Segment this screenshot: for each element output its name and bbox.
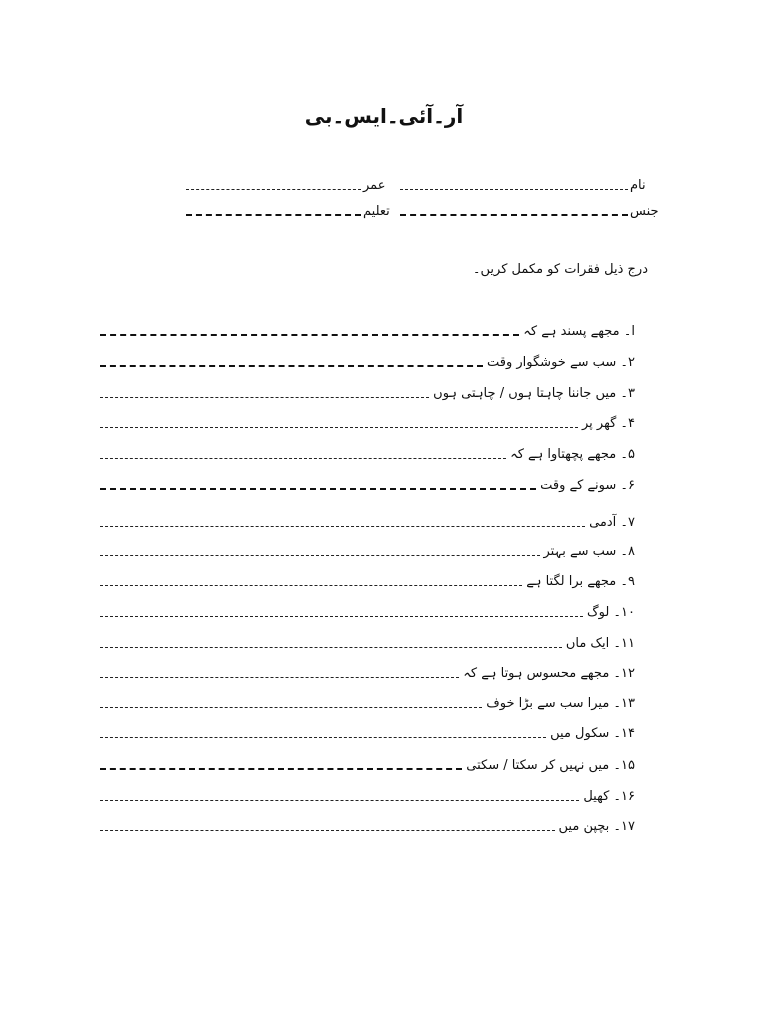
answer-line[interactable] bbox=[100, 647, 562, 648]
answer-line[interactable] bbox=[100, 458, 506, 459]
age-field-row bbox=[186, 172, 387, 194]
sentence-item-5 bbox=[100, 441, 635, 463]
answer-line[interactable] bbox=[100, 555, 540, 556]
sentence-item-11 bbox=[100, 630, 635, 652]
sentence-stem: ۷۔ آدمی bbox=[589, 515, 635, 530]
gender-field-row bbox=[400, 198, 661, 220]
answer-line[interactable] bbox=[100, 365, 483, 367]
sentence-stem: ۱۱۔ ایک ماں bbox=[565, 636, 635, 651]
name-blank-line[interactable] bbox=[400, 189, 628, 190]
sentence-item-9 bbox=[100, 568, 635, 590]
sentence-stem: ۶۔ سونے کے وقت bbox=[540, 478, 635, 493]
answer-line[interactable] bbox=[100, 737, 546, 738]
answer-line[interactable] bbox=[100, 800, 579, 801]
sentence-item-2 bbox=[100, 349, 635, 371]
sentence-item-16 bbox=[100, 783, 635, 805]
instruction-text: درج ذیل فقرات کو مکمل کریں۔ bbox=[472, 262, 648, 277]
education-label: تعلیم bbox=[363, 204, 390, 219]
sentence-stem: ۵۔ مجھے پچھتاوا ہے کہ bbox=[510, 447, 635, 462]
answer-line[interactable] bbox=[100, 830, 555, 831]
sentence-item-17 bbox=[100, 813, 635, 835]
name-label: نام bbox=[630, 178, 646, 193]
sentence-stem: ۱۷۔ بچپن میں bbox=[558, 819, 635, 834]
sentence-stem: ۱۶۔ کھیل bbox=[583, 789, 635, 804]
sentence-stem: ۸۔ سب سے بہتر bbox=[543, 544, 635, 559]
sentence-item-13 bbox=[100, 690, 635, 712]
gender-blank-line[interactable] bbox=[400, 214, 628, 216]
document-title: آر۔آئی۔ایس۔بی bbox=[304, 104, 464, 128]
education-field-row bbox=[186, 198, 392, 220]
age-blank-line[interactable] bbox=[186, 189, 361, 190]
answer-line[interactable] bbox=[100, 768, 462, 770]
sentence-stem: ۳۔ میں جاننا چاہتا ہوں / چاہتی ہوں bbox=[433, 386, 635, 401]
sentence-stem: ۱۳۔ میرا سب سے بڑا خوف bbox=[486, 696, 635, 711]
sentence-stem: ۱۰۔ لوگ bbox=[586, 605, 635, 620]
sentence-item-10 bbox=[100, 599, 635, 621]
sentence-stem: ا۔ مجھے پسند ہے کہ bbox=[523, 324, 635, 339]
sentence-stem: ۴۔ گھر پر bbox=[581, 416, 635, 431]
sentence-stem: ۹۔ مجھے برا لگتا ہے bbox=[526, 574, 635, 589]
sentence-item-1 bbox=[100, 318, 635, 340]
answer-line[interactable] bbox=[100, 616, 583, 617]
sentence-item-14 bbox=[100, 720, 635, 742]
age-label: عمر bbox=[363, 178, 386, 193]
answer-line[interactable] bbox=[100, 526, 585, 527]
sentence-item-8 bbox=[100, 538, 635, 560]
sentence-item-4 bbox=[100, 410, 635, 432]
sentence-stem: ۱۵۔ میں نہیں کر سکتا / سکتی bbox=[466, 758, 635, 773]
sentence-item-12 bbox=[100, 660, 635, 682]
gender-label: جنس bbox=[630, 204, 659, 219]
name-field-row bbox=[400, 172, 648, 194]
answer-line[interactable] bbox=[100, 707, 482, 708]
answer-line[interactable] bbox=[100, 397, 429, 398]
answer-line[interactable] bbox=[100, 488, 536, 490]
sentence-item-7 bbox=[100, 509, 635, 531]
sentence-stem: ۱۲۔ مجھے محسوس ہوتا ہے کہ bbox=[463, 666, 635, 681]
answer-line[interactable] bbox=[100, 427, 578, 428]
answer-line[interactable] bbox=[100, 585, 522, 586]
answer-line[interactable] bbox=[100, 677, 459, 678]
sentence-item-6 bbox=[100, 472, 635, 494]
sentence-item-3 bbox=[100, 380, 635, 402]
sentence-stem: ۲۔ سب سے خوشگوار وقت bbox=[487, 355, 635, 370]
sentence-item-15 bbox=[100, 752, 635, 774]
sentence-stem: ۱۴۔ سکول میں bbox=[550, 726, 635, 741]
education-blank-line[interactable] bbox=[186, 214, 361, 216]
answer-line[interactable] bbox=[100, 334, 519, 336]
